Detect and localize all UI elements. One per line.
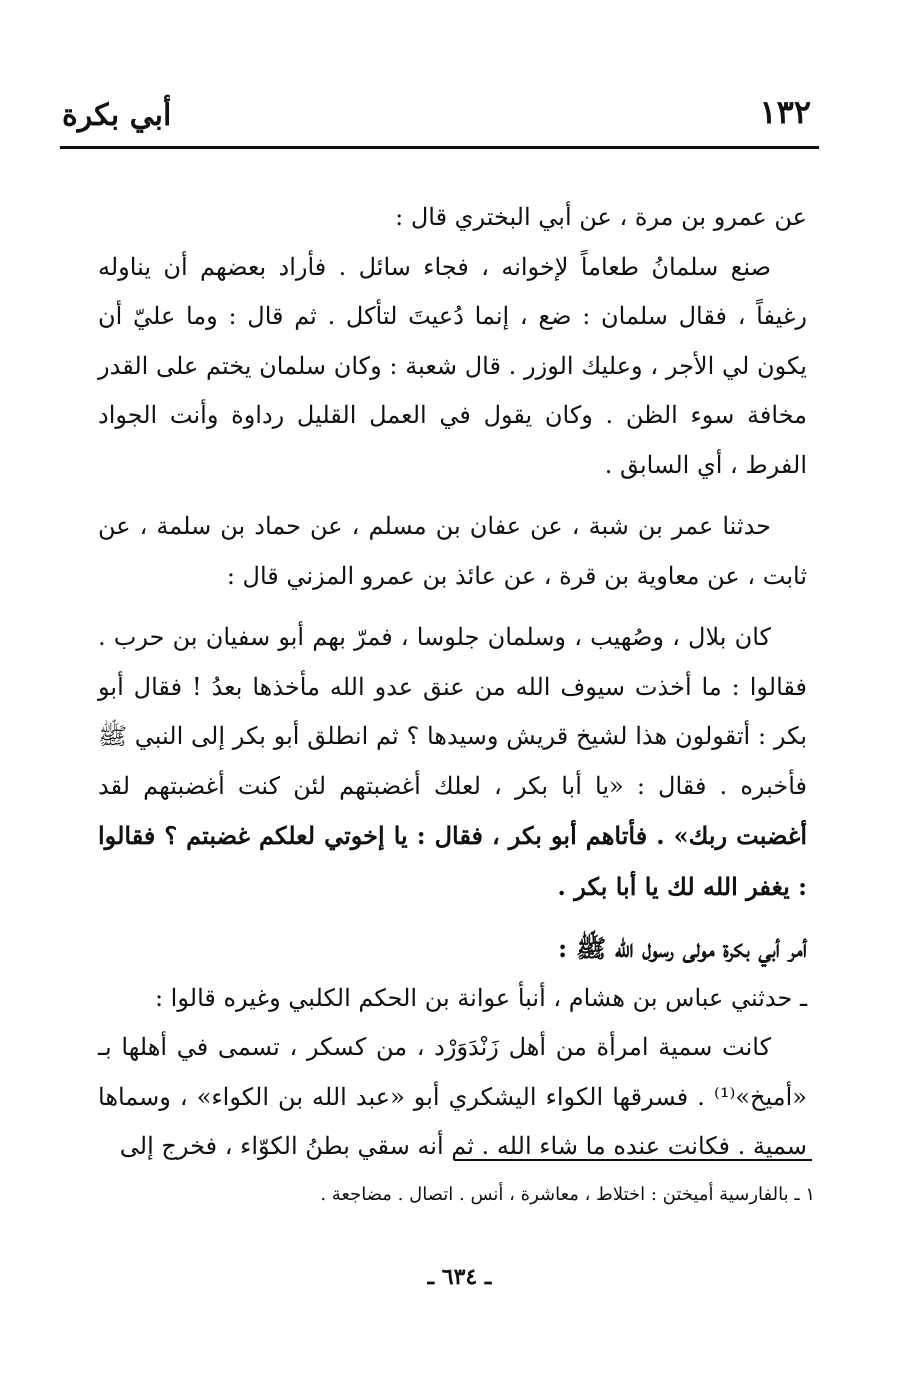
bilal-story-bold-text: أغضبت ربك» . فأتاهم أبو بكر ، فقال : يا إخوتي لعلكم غضبتم ؟ فقالوا : يغفر الله لك يا أبا بكر . (98, 821, 807, 901)
footnote-rule (454, 1159, 812, 1161)
bilal-story-text: كان بلال ، وصُهيب ، وسلمان جلوسا ، فمرّ بهم أبو سفيان بن حرب . فقالوا : ما أخذت سيوف الله من عنق عدو الله مأخذها بعدُ ! فقال أبو بكر : أتقولون هذا لشيخ قريش وسيدها ؟ ثم انطلق أبو بكر إلى النبي ﷺ فأخبره . فقال : «يا أبا بكر ، لعلك أغضبتهم لئن كنت أغضبتهم لقد (98, 623, 807, 800)
header-rule (60, 146, 819, 149)
section-heading: أمر أبي بكرة مولى رسول الله ﷺ : (558, 934, 807, 963)
header-page-number: ١٣٢ (759, 93, 811, 131)
paragraph-salman-story: صنع سلمانُ طعاماً لإخوانه ، فجاء سائل . فأراد بعضهم أن يناوله رغيفاً ، فقال سلمان : ضع ، إنما دُعيتَ لتأكل . ثم قال : وما عليّ أن يكون لي الأجر ، وعليك الوزر . قال شعبة : وكان سلمان يختم على القدر مخافة سوء الظن . وكان يقول في العمل القليل رداوة وأنت الجواد الفرط ، أي السابق . (98, 252, 807, 479)
paragraph-isnad-3: ـ حدثني عباس بن هشام ، أنبأ عوانة بن الحكم الكلبي وغيره قالوا : (154, 983, 807, 1012)
paragraph-isnad-1: عن عمرو بن مرة ، عن أبي البختري قال : (395, 203, 807, 231)
paragraph-bilal-story (98, 613, 807, 912)
header-section-title: أبي بكرة (62, 98, 172, 133)
paragraph-isnad-2: حدثنا عمر بن شبة ، عن عفان بن مسلم ، عن حماد بن سلمة ، عن ثابت ، عن معاوية بن قرة ، عن عائذ بن عمرو المزني قال : (98, 512, 807, 590)
body-text (98, 193, 807, 1172)
footnote: ١ ـ بالفارسية أميختن : اختلاط ، معاشرة ، أنس . اتصال . مضاجعة . (320, 1184, 815, 1205)
page-footer-number: ـ ٦٣٤ ـ (427, 1264, 492, 1290)
paragraph-sumayya-story: كانت سمية امرأة من أهل زَنْدَوَرْد ، من كسكر ، تسمى في أهلها بـ «أميخ»⁽¹⁾ . فسرقها الكواء اليشكري أبو «عبد الله بن الكواء» ، وسماها سمية . فكانت عنده ما شاء الله . ثم أنه سقي بطنُ الكوّاء ، فخرج إلى (98, 1033, 807, 1160)
